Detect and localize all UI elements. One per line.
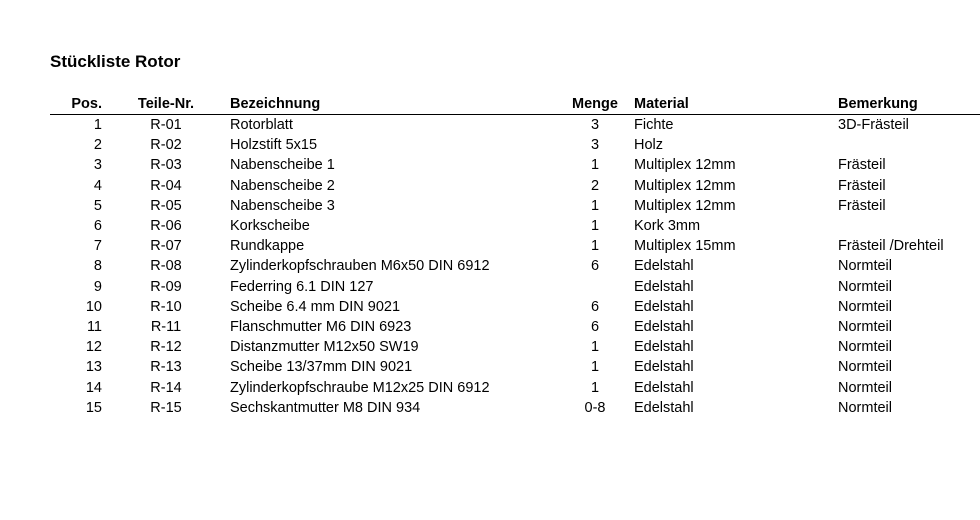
table-row <box>50 135 980 155</box>
cell-material: Edelstahl <box>634 278 694 295</box>
cell-quantity: 1 <box>590 157 600 174</box>
cell-remark: Frästeil <box>838 177 886 194</box>
table-row <box>50 115 980 136</box>
table-row <box>50 297 980 317</box>
cell-quantity: 2 <box>590 177 600 194</box>
page-title: Stückliste Rotor <box>50 52 181 71</box>
cell-material: Multiplex 12mm <box>634 177 736 194</box>
cell-part-number: R-15 <box>150 399 182 416</box>
table-row <box>50 277 980 297</box>
cell-part-number: R-05 <box>150 197 182 214</box>
cell-pos: 10 <box>85 298 102 315</box>
table-row <box>50 176 980 196</box>
table-row <box>50 155 980 175</box>
header-part-number: Teile-Nr. <box>137 96 195 112</box>
cell-part-number: R-07 <box>150 238 182 255</box>
cell-quantity <box>560 277 630 297</box>
cell-remark: Normteil <box>838 298 892 315</box>
table-row <box>50 398 980 418</box>
cell-part-number: R-04 <box>150 177 182 194</box>
cell-part-number: R-08 <box>150 258 182 275</box>
cell-remark: Normteil <box>838 278 892 295</box>
header-remark: Bemerkung <box>838 96 918 112</box>
cell-quantity: 3 <box>590 137 600 154</box>
cell-remark <box>838 216 980 236</box>
cell-quantity: 1 <box>590 339 600 356</box>
cell-pos: 12 <box>85 339 102 356</box>
cell-pos: 1 <box>93 117 102 133</box>
table-row <box>50 256 980 276</box>
cell-remark: Normteil <box>838 319 892 336</box>
table-row <box>50 196 980 216</box>
table-body <box>50 115 980 419</box>
cell-material: Multiplex 12mm <box>634 197 736 214</box>
cell-description: Nabenscheibe 1 <box>230 157 335 174</box>
cell-part-number: R-11 <box>150 319 182 336</box>
cell-description: Zylinderkopfschrauben M6x50 DIN 6912 <box>230 258 490 275</box>
cell-pos: 4 <box>93 177 102 194</box>
cell-quantity: 1 <box>590 238 600 255</box>
cell-quantity: 0-8 <box>584 399 606 416</box>
cell-description: Federring 6.1 DIN 127 <box>230 278 374 295</box>
cell-remark: Frästeil <box>838 197 886 214</box>
cell-pos: 15 <box>85 399 102 416</box>
cell-description: Scheibe 13/37mm DIN 9021 <box>230 359 413 376</box>
table-row <box>50 236 980 256</box>
cell-part-number: R-03 <box>150 157 182 174</box>
cell-remark: Frästeil /Drehteil <box>838 238 944 255</box>
table-row <box>50 337 980 357</box>
cell-part-number: R-06 <box>150 218 182 235</box>
cell-description: Nabenscheibe 2 <box>230 177 335 194</box>
cell-material: Multiplex 15mm <box>634 238 736 255</box>
table-row <box>50 357 980 377</box>
cell-pos: 11 <box>86 319 102 336</box>
cell-material: Edelstahl <box>634 258 694 275</box>
cell-part-number: R-14 <box>150 379 182 396</box>
cell-pos: 3 <box>93 157 102 174</box>
cell-pos: 6 <box>93 218 102 235</box>
cell-description: Nabenscheibe 3 <box>230 197 335 214</box>
cell-material: Edelstahl <box>634 379 694 396</box>
cell-material: Edelstahl <box>634 319 694 336</box>
cell-remark: Normteil <box>838 359 892 376</box>
cell-remark: 3D-Frästeil <box>838 117 909 133</box>
cell-pos: 9 <box>93 278 102 295</box>
cell-remark <box>838 135 980 155</box>
cell-part-number: R-09 <box>150 278 182 295</box>
cell-material: Edelstahl <box>634 359 694 376</box>
cell-description: Sechskantmutter M8 DIN 934 <box>230 399 421 416</box>
cell-quantity: 1 <box>590 359 600 376</box>
parts-table <box>50 94 980 418</box>
cell-description: Rotorblatt <box>230 117 293 133</box>
cell-quantity: 1 <box>590 197 600 214</box>
cell-part-number: R-10 <box>150 298 182 315</box>
cell-material: Kork 3mm <box>634 218 701 235</box>
cell-description: Holzstift 5x15 <box>230 137 318 154</box>
cell-part-number: R-12 <box>150 339 182 356</box>
cell-description: Korkscheibe <box>230 218 310 235</box>
cell-material: Holz <box>634 137 664 154</box>
cell-pos: 2 <box>93 137 102 154</box>
cell-remark: Normteil <box>838 399 892 416</box>
cell-remark: Normteil <box>838 339 892 356</box>
table-row <box>50 317 980 337</box>
header-pos: Pos. <box>71 96 102 112</box>
header-description: Bezeichnung <box>230 96 321 112</box>
table-row <box>50 216 980 236</box>
cell-remark: Normteil <box>838 379 892 396</box>
header-material: Material <box>634 96 689 112</box>
cell-pos: 13 <box>85 359 102 376</box>
cell-description: Scheibe 6.4 mm DIN 9021 <box>230 298 401 315</box>
cell-quantity: 6 <box>590 319 600 336</box>
cell-part-number: R-02 <box>150 137 182 154</box>
header-quantity: Menge <box>572 96 618 112</box>
cell-part-number: R-01 <box>150 117 182 133</box>
cell-part-number: R-13 <box>150 359 182 376</box>
cell-remark: Frästeil <box>838 157 886 174</box>
cell-pos: 8 <box>93 258 102 275</box>
cell-pos: 14 <box>85 379 102 396</box>
cell-quantity: 1 <box>590 379 600 396</box>
table-row <box>50 378 980 398</box>
cell-description: Zylinderkopfschraube M12x25 DIN 6912 <box>230 379 490 396</box>
cell-quantity: 6 <box>590 258 600 275</box>
cell-quantity: 3 <box>590 117 600 133</box>
cell-material: Multiplex 12mm <box>634 157 736 174</box>
cell-material: Edelstahl <box>634 298 694 315</box>
cell-material: Fichte <box>634 117 674 133</box>
cell-description: Flanschmutter M6 DIN 6923 <box>230 319 412 336</box>
cell-description: Distanzmutter M12x50 SW19 <box>230 339 419 356</box>
cell-remark: Normteil <box>838 258 892 275</box>
cell-description: Rundkappe <box>230 238 305 255</box>
cell-material: Edelstahl <box>634 399 694 416</box>
table-header-row <box>50 94 980 115</box>
cell-quantity: 6 <box>590 298 600 315</box>
cell-quantity: 1 <box>590 218 600 235</box>
cell-pos: 7 <box>93 238 102 255</box>
cell-pos: 5 <box>93 197 102 214</box>
cell-material: Edelstahl <box>634 339 694 356</box>
